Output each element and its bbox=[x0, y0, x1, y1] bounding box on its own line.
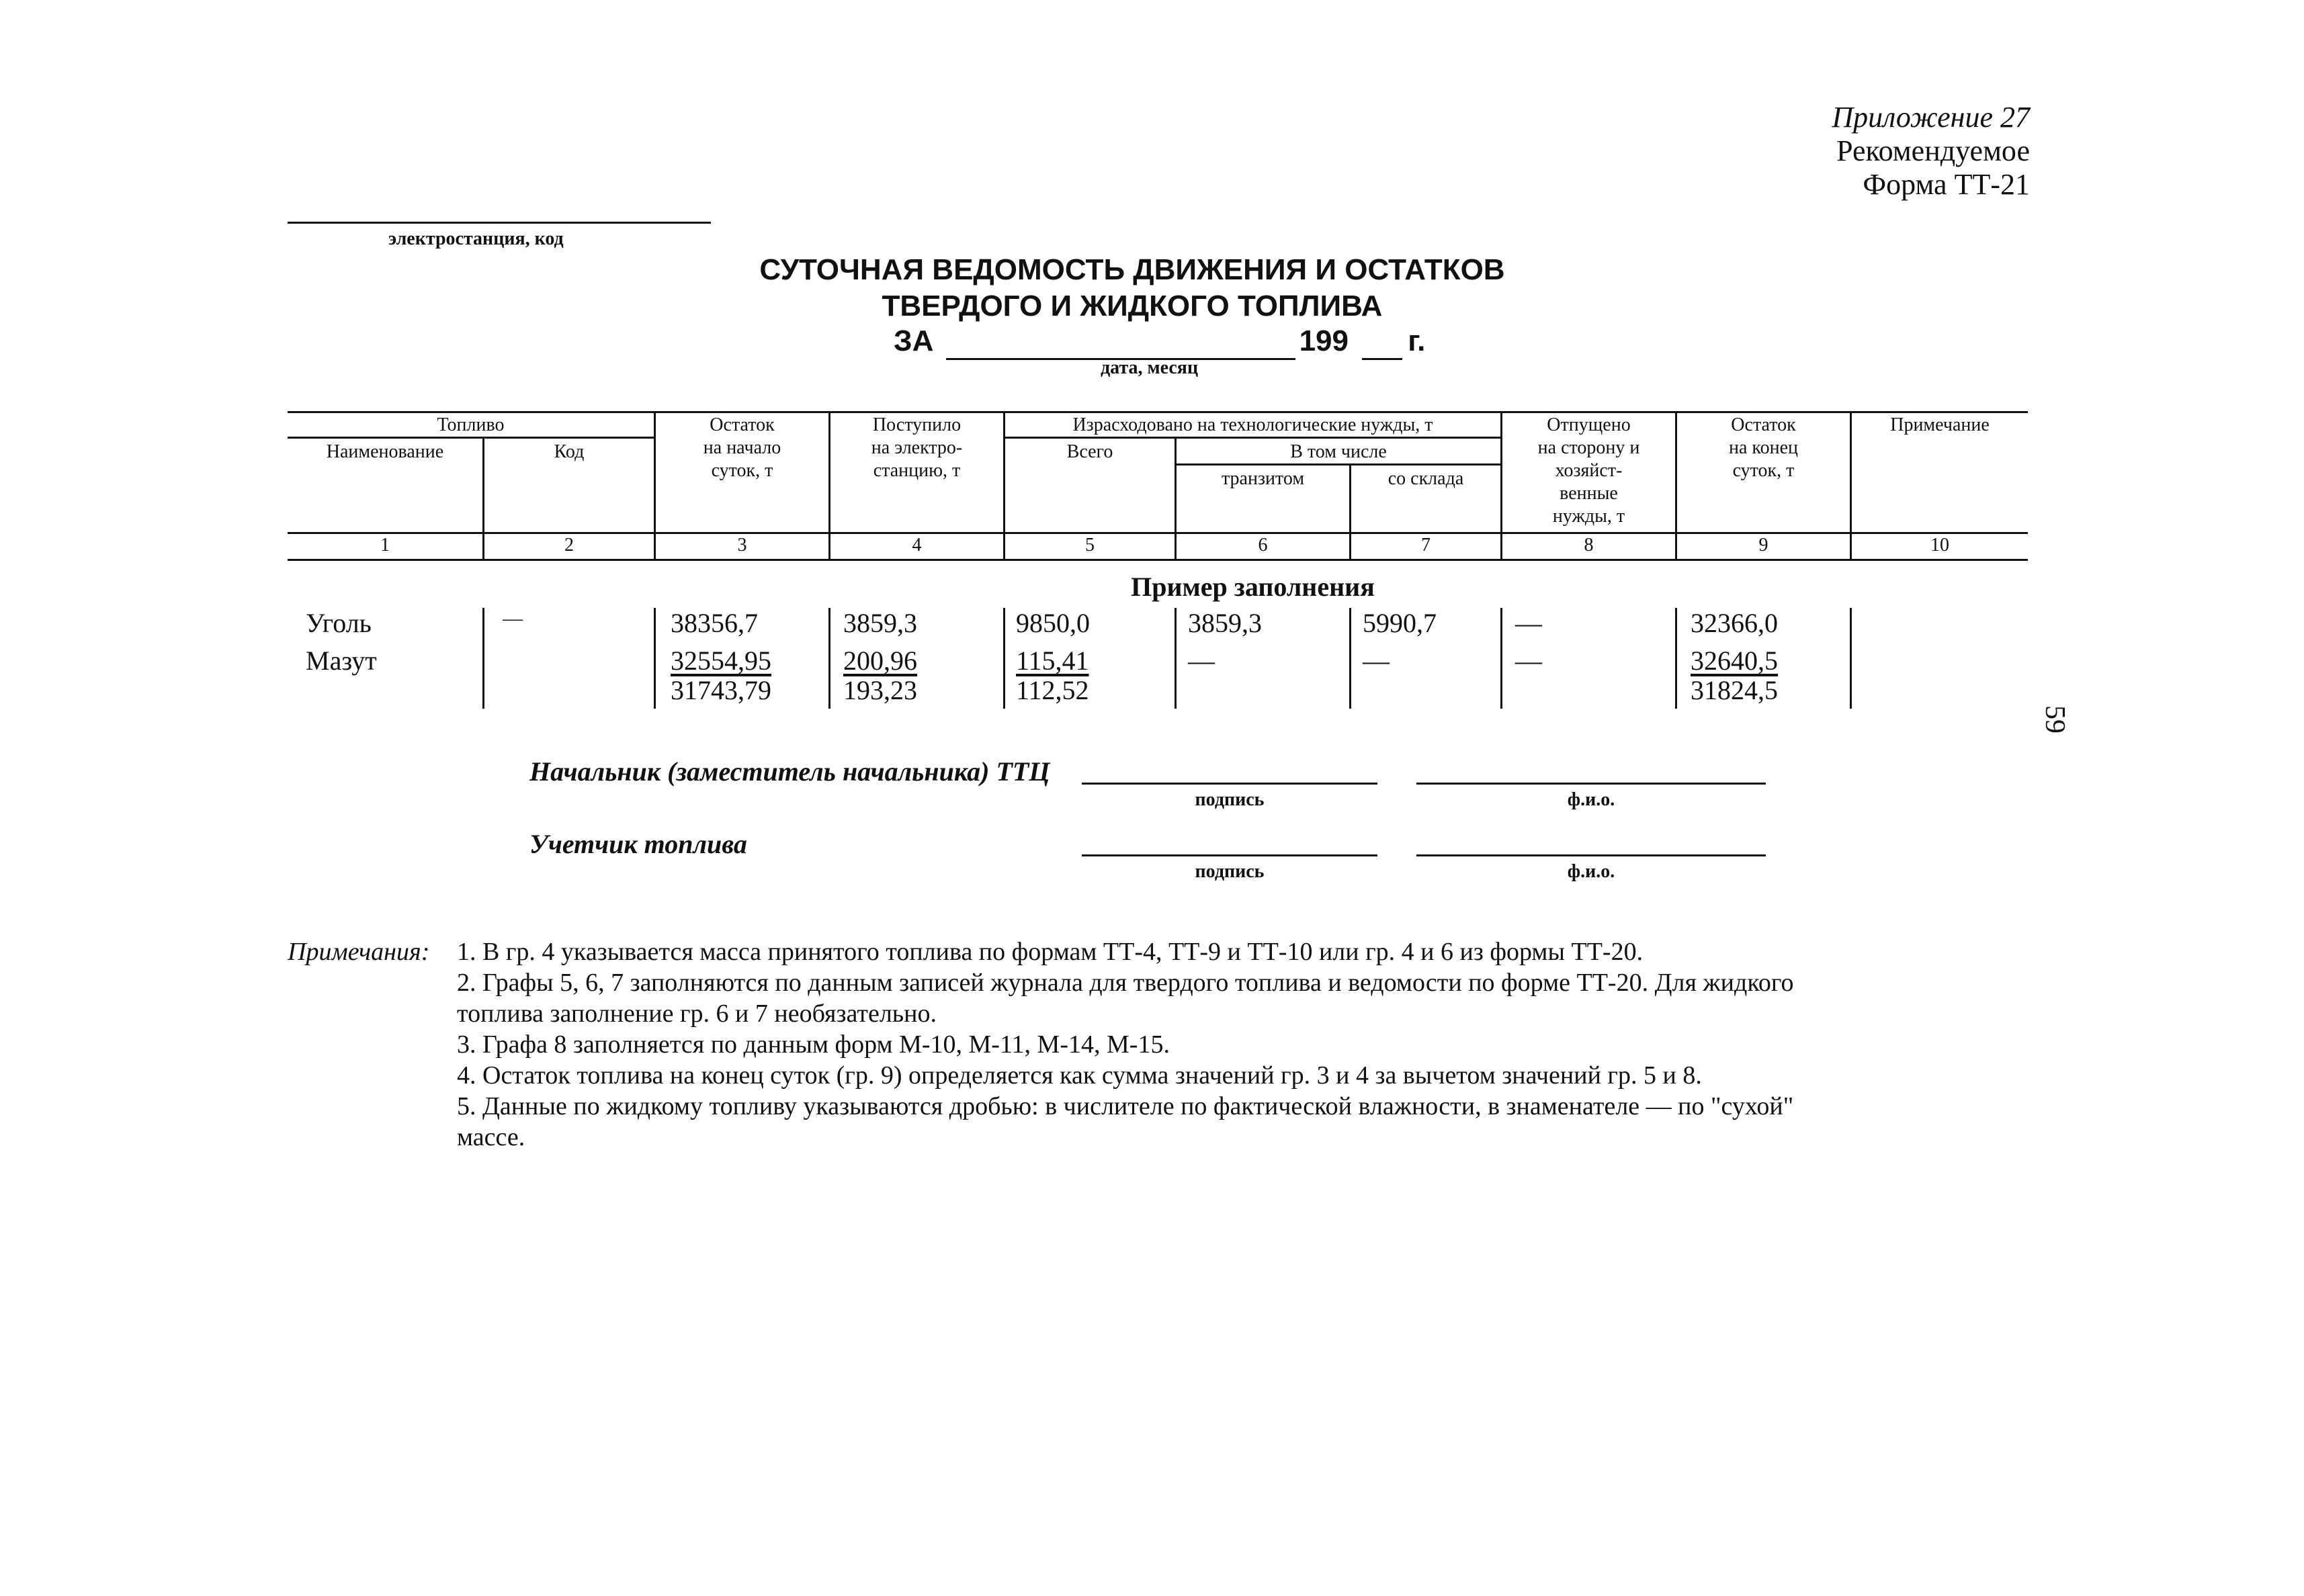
form-code: Форма ТТ-21 bbox=[1863, 168, 2030, 201]
header-fuel: Топливо bbox=[437, 414, 505, 435]
header-note: Примечание bbox=[1890, 414, 1990, 435]
title-date-row bbox=[894, 324, 1425, 360]
row-coal-transit: 3859,3 bbox=[1188, 608, 1262, 638]
row-fuel-oil-start-num: 32554,95 bbox=[671, 646, 771, 676]
header-end-balance bbox=[1677, 414, 1850, 482]
vb-transit bbox=[1175, 608, 1177, 709]
row-coal-released: — bbox=[1515, 608, 1542, 638]
header-start-l1: Остаток bbox=[710, 414, 775, 435]
accountant-name-caption: ф.и.о. bbox=[1567, 861, 1615, 882]
vb-start bbox=[654, 608, 656, 709]
table-top-rule bbox=[288, 411, 2028, 413]
col-number-5: 5 bbox=[1085, 535, 1095, 556]
row-fuel-oil-start-den: 31743,79 bbox=[671, 675, 771, 705]
fuel-group-rule bbox=[288, 437, 654, 439]
date-caption: дата, месяц bbox=[1101, 357, 1199, 378]
header-released-l5: нужды, т bbox=[1552, 506, 1625, 527]
row-fuel-oil-total-num: 115,41 bbox=[1016, 646, 1089, 676]
header-transit: транзитом bbox=[1221, 468, 1305, 489]
col-number-8: 8 bbox=[1584, 535, 1594, 556]
appendix-number: Приложение 27 bbox=[1832, 101, 2030, 134]
vb-received bbox=[828, 608, 830, 709]
accountant-sign-caption: подпись bbox=[1195, 861, 1265, 882]
header-start-l2: на начало bbox=[703, 437, 781, 458]
station-line bbox=[288, 222, 711, 224]
date-blank[interactable] bbox=[946, 324, 1295, 360]
note-5-cont: массе. bbox=[457, 1123, 525, 1151]
chief-label: Начальник (заместитель начальника) ТТЦ bbox=[529, 756, 1050, 787]
header-start-balance bbox=[656, 414, 828, 482]
chief-name-caption: ф.и.о. bbox=[1567, 789, 1615, 810]
header-name: Наименование bbox=[326, 441, 444, 462]
col-number-3: 3 bbox=[737, 535, 747, 556]
example-title: Пример заполнения bbox=[1131, 572, 1375, 602]
appendix-status: Рекомендуемое bbox=[1836, 134, 2030, 167]
row-fuel-oil-received-den: 193,23 bbox=[843, 675, 917, 705]
appendix-header bbox=[1560, 101, 2030, 202]
vb-total bbox=[1003, 608, 1005, 709]
accountant-signature-line[interactable] bbox=[1082, 854, 1377, 856]
row-coal-total: 9850,0 bbox=[1016, 608, 1090, 638]
including-group-rule bbox=[1176, 463, 1500, 466]
row-coal-name: Уголь bbox=[306, 608, 372, 638]
header-end-l2: на конец bbox=[1729, 437, 1798, 458]
title-year-prefix: 199 bbox=[1299, 324, 1349, 357]
header-bottom-rule bbox=[288, 532, 2028, 534]
row-fuel-oil-received-num: 200,96 bbox=[843, 646, 917, 676]
chief-sign-caption: подпись bbox=[1195, 789, 1265, 810]
header-start-l3: суток, т bbox=[711, 460, 773, 481]
numbers-bottom-rule bbox=[288, 559, 2028, 561]
header-released-l3: хозяйст- bbox=[1555, 460, 1623, 481]
row-coal-code: — bbox=[503, 607, 523, 629]
row-fuel-oil-released: — bbox=[1515, 646, 1542, 676]
note-2-cont: топлива заполнение гр. 6 и 7 необязательно. bbox=[457, 1000, 937, 1028]
chief-signature-line[interactable] bbox=[1082, 783, 1377, 785]
title-year-suffix: г. bbox=[1408, 324, 1426, 357]
station-caption: электростанция, код bbox=[388, 228, 564, 249]
row-fuel-oil-store: — bbox=[1363, 646, 1390, 676]
title-line-2: ТВЕРДОГО И ЖИДКОГО ТОПЛИВА bbox=[882, 290, 1383, 322]
header-total: Всего bbox=[1066, 441, 1113, 462]
row-coal-received: 3859,3 bbox=[843, 608, 917, 638]
row-coal-store: 5990,7 bbox=[1363, 608, 1437, 638]
spent-group-rule bbox=[1005, 437, 1500, 439]
col-number-2: 2 bbox=[564, 535, 574, 556]
vb-store bbox=[1349, 608, 1351, 709]
col-number-1: 1 bbox=[380, 535, 390, 556]
col-number-4: 4 bbox=[912, 535, 922, 556]
header-released bbox=[1502, 414, 1675, 532]
header-code: Код bbox=[554, 441, 585, 462]
accountant-label: Учетчик топлива bbox=[529, 829, 747, 859]
note-4: 4. Остаток топлива на конец суток (гр. 9) определяется как сумма значений гр. 3 и 4 за вычетом значений гр. 5 и 8. bbox=[457, 1061, 1702, 1090]
header-end-l3: суток, т bbox=[1732, 460, 1795, 481]
title-za: ЗА bbox=[894, 324, 934, 357]
col-number-9: 9 bbox=[1758, 535, 1768, 556]
title-line-1: СУТОЧНАЯ ВЕДОМОСТЬ ДВИЖЕНИЯ И ОСТАТКОВ bbox=[759, 253, 1505, 286]
note-3: 3. Графа 8 заполняется по данным форм М-10, М-11, М-14, М-15. bbox=[457, 1030, 1170, 1059]
note-1: 1. В гр. 4 указывается масса принятого топлива по формам ТТ-4, ТТ-9 и ТТ-10 или гр. 4 и 6 из формы ТТ-20. bbox=[457, 938, 1644, 966]
header-received-l3: станцию, т bbox=[873, 460, 961, 481]
col-number-10: 10 bbox=[1930, 535, 1949, 556]
row-fuel-oil-end-den: 31824,5 bbox=[1691, 675, 1778, 705]
row-coal-start: 38356,7 bbox=[671, 608, 758, 638]
vb-note bbox=[1850, 608, 1852, 709]
vb-end bbox=[1675, 608, 1677, 709]
row-fuel-oil-transit: — bbox=[1188, 646, 1215, 676]
note-2: 2. Графы 5, 6, 7 заполняются по данным записей журнала для твердого топлива и ведомости по форме ТТ-20. Для жидкого bbox=[457, 969, 1794, 997]
vb-released bbox=[1500, 608, 1502, 709]
vb-code bbox=[482, 608, 484, 709]
chief-name-line[interactable] bbox=[1416, 783, 1766, 785]
header-received-l1: Поступило bbox=[872, 414, 962, 435]
note-5: 5. Данные по жидкому топливу указываются дробью: в числителе по фактической влажности, в знаменателе — по "сухой" bbox=[457, 1092, 1794, 1120]
col-number-7: 7 bbox=[1421, 535, 1431, 556]
year-blank[interactable] bbox=[1362, 324, 1402, 360]
row-fuel-oil-name: Мазут bbox=[306, 646, 377, 676]
header-released-l2: на сторону и bbox=[1537, 437, 1640, 458]
row-coal-end: 32366,0 bbox=[1691, 608, 1778, 638]
document-title bbox=[685, 252, 1579, 324]
col-number-6: 6 bbox=[1258, 535, 1268, 556]
header-end-l1: Остаток bbox=[1731, 414, 1796, 435]
header-received bbox=[830, 414, 1003, 482]
accountant-name-line[interactable] bbox=[1416, 854, 1766, 856]
header-including: В том числе bbox=[1290, 441, 1387, 462]
header-spent: Израсходовано на технологические нужды, т bbox=[1072, 414, 1433, 435]
header-from-store: со склада bbox=[1388, 468, 1464, 489]
header-released-l1: Отпущено bbox=[1547, 414, 1631, 435]
header-released-l4: венные bbox=[1560, 483, 1618, 504]
row-fuel-oil-total-den: 112,52 bbox=[1016, 675, 1089, 705]
page-number: 59 bbox=[2039, 705, 2070, 734]
header-received-l2: на электро- bbox=[871, 437, 963, 458]
notes-label: Примечания: bbox=[288, 938, 430, 966]
row-fuel-oil-end-num: 32640,5 bbox=[1691, 646, 1778, 676]
